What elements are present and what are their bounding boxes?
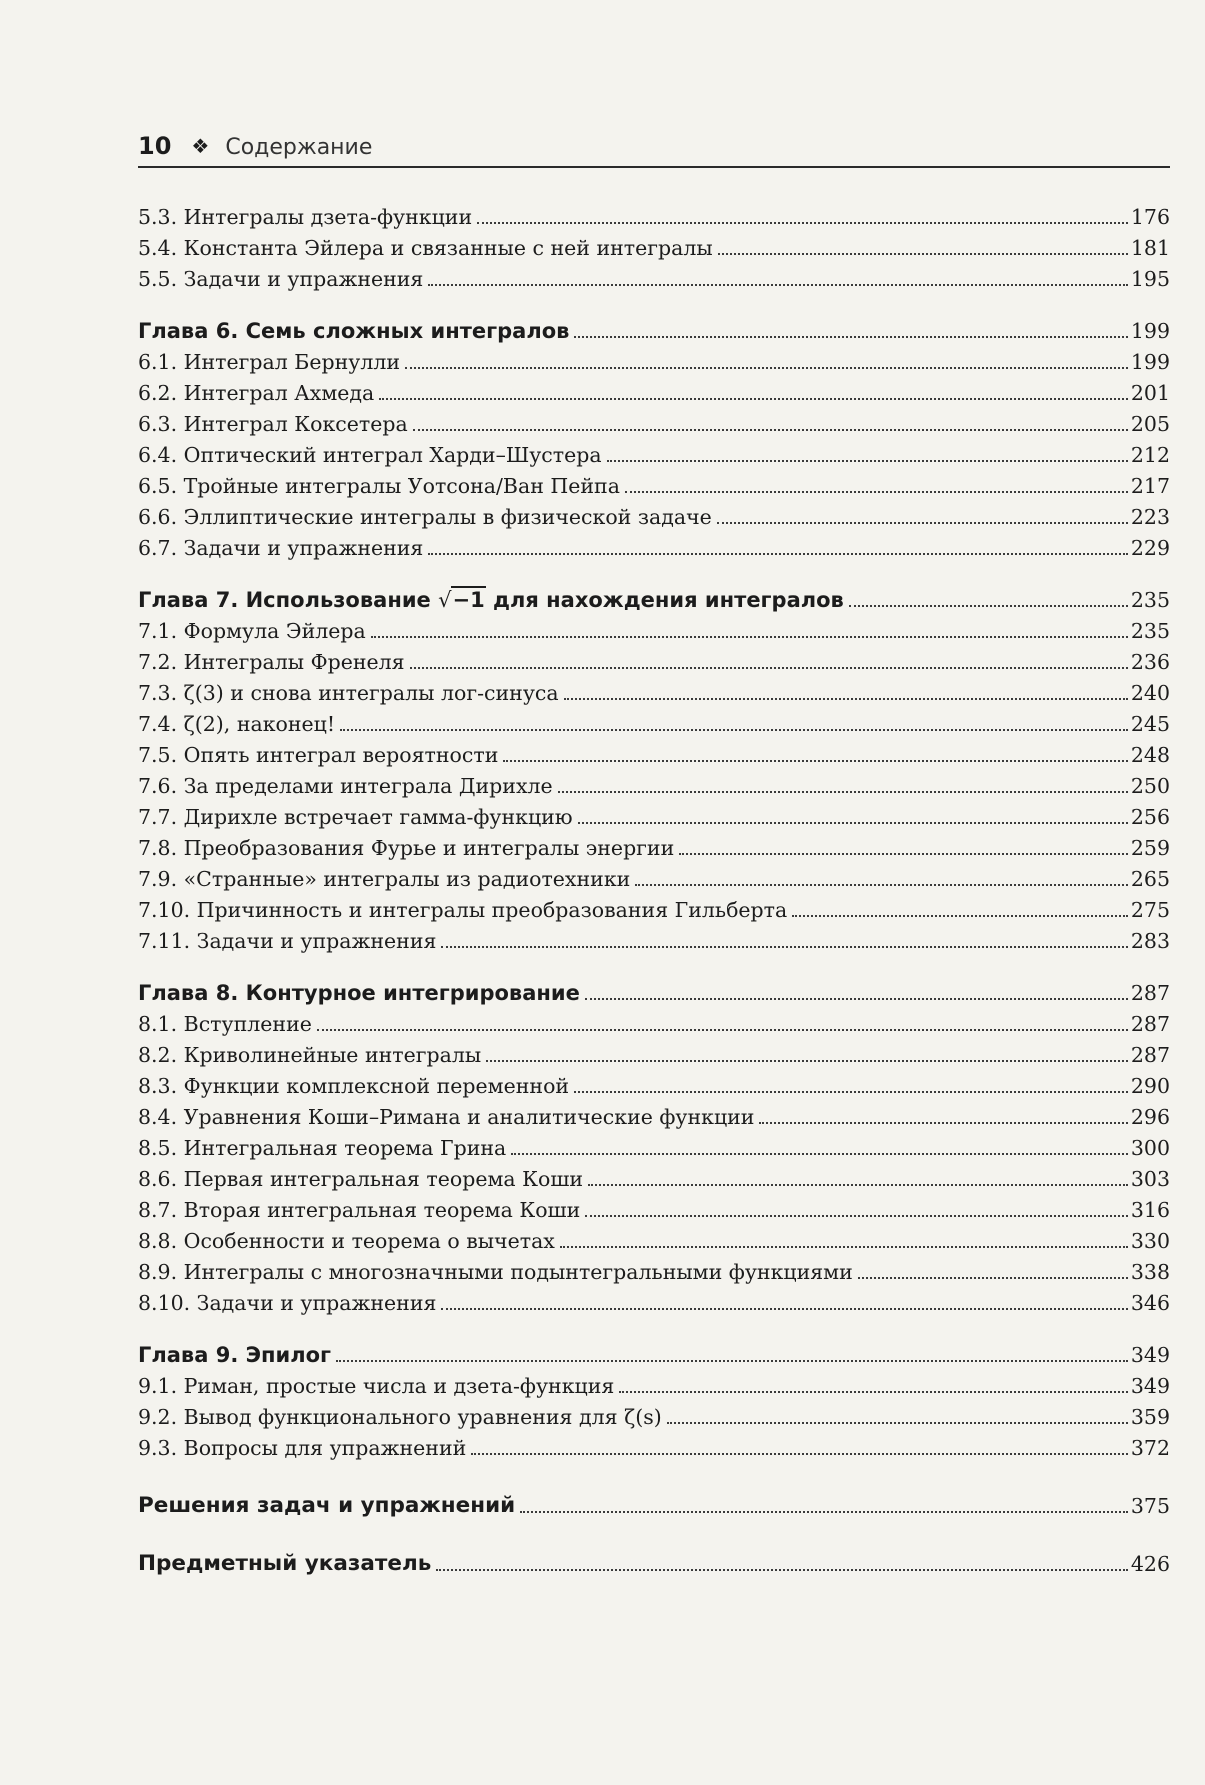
toc-entry	[138, 436, 1170, 467]
toc-page-number: 349	[1130, 1343, 1170, 1367]
toc-entry	[138, 612, 1170, 643]
toc-entry-label	[138, 474, 620, 498]
dot-leader	[471, 1453, 1128, 1455]
toc-entry-label	[138, 712, 335, 736]
toc-page-number: 223	[1130, 505, 1170, 529]
toc-entry	[138, 529, 1170, 560]
dot-leader	[340, 729, 1128, 731]
toc-entry	[138, 1398, 1170, 1429]
toc-chapter	[138, 309, 1170, 343]
toc-entry-label	[138, 1405, 662, 1429]
toc-label-text: 7.9. «Странные» интегралы из радиотехники	[138, 867, 631, 891]
toc-entry	[138, 1005, 1170, 1036]
toc-page-number: 256	[1130, 805, 1170, 829]
toc-entry	[138, 1160, 1170, 1191]
toc-label-text: 8.1. Вступление	[138, 1012, 312, 1036]
toc-page-number: 176	[1130, 205, 1170, 229]
toc-entry	[138, 1367, 1170, 1398]
toc-label-text: 7.3. ζ(3) и снова интегралы лог-синуса	[138, 681, 559, 705]
toc-page-number: 265	[1130, 867, 1170, 891]
toc-label-text: 7.7. Дирихле встречает гамма-функцию	[138, 805, 573, 829]
toc-label-text: Глава 7. Использование	[138, 588, 439, 612]
toc-entry-label	[138, 650, 405, 674]
toc-entry-label	[138, 381, 374, 405]
toc-page-number: 275	[1130, 898, 1170, 922]
toc-entry	[138, 1129, 1170, 1160]
dot-leader	[558, 791, 1128, 793]
toc-entry	[138, 643, 1170, 674]
toc-entry-label	[138, 1167, 583, 1191]
toc-page-number: 287	[1130, 1043, 1170, 1067]
toc-label-text: 5.5. Задачи и упражнения	[138, 267, 424, 291]
toc-label-text: Глава 9. Эпилог	[138, 1343, 332, 1367]
toc-entry-label	[138, 443, 602, 467]
page-number: 10	[138, 132, 172, 160]
toc-page-number: 359	[1130, 1405, 1170, 1429]
toc-label-text: 8.2. Криволинейные интегралы	[138, 1043, 482, 1067]
toc-label-text: 6.3. Интеграл Коксетера	[138, 412, 408, 436]
dot-leader	[441, 946, 1127, 948]
toc-label-text: 8.9. Интегралы с многозначными подынтегральными функциями	[138, 1260, 853, 1284]
toc-entry-label	[138, 267, 423, 291]
toc-page-number: 349	[1130, 1374, 1170, 1398]
toc-entry	[138, 1222, 1170, 1253]
toc-label-text: 5.4. Константа Эйлера и связанные с ней интегралы	[138, 236, 713, 260]
toc-entry	[138, 1036, 1170, 1067]
dot-leader	[511, 1153, 1128, 1155]
toc-entry	[138, 498, 1170, 529]
dot-leader	[718, 253, 1128, 255]
toc-entry-label	[138, 1043, 481, 1067]
toc-chapter	[138, 578, 1170, 612]
toc-entry-label	[138, 1012, 312, 1036]
dot-leader	[679, 853, 1128, 855]
toc-entry-label	[138, 1291, 436, 1315]
toc-entry	[138, 198, 1170, 229]
toc-label-text: 8.8. Особенности и теорема о вычетах	[138, 1229, 555, 1253]
toc-label-text: 7.1. Формула Эйлера	[138, 619, 366, 643]
toc-entry	[138, 736, 1170, 767]
toc-label-text: Решения задач и упражнений	[138, 1493, 516, 1518]
toc-label-text: 9.1. Риман, простые числа и дзета-функция	[138, 1374, 615, 1398]
toc-page-number: 287	[1130, 1012, 1170, 1036]
dot-leader	[574, 1091, 1128, 1093]
dot-leader	[371, 636, 1128, 638]
dot-leader	[578, 822, 1128, 824]
dot-leader	[619, 1391, 1128, 1393]
toc-page-number: 330	[1130, 1229, 1170, 1253]
toc-label-text: 6.2. Интеграл Ахмеда	[138, 381, 375, 405]
toc-label-text: Предметный указатель	[138, 1551, 432, 1576]
ornament-icon: ❖	[191, 134, 210, 158]
toc-page-number: 372	[1130, 1436, 1170, 1460]
dot-leader	[441, 1308, 1127, 1310]
toc-page-number: 212	[1130, 443, 1170, 467]
toc-page-number: 199	[1130, 350, 1170, 374]
dot-leader	[588, 1184, 1128, 1186]
toc-page-number: 235	[1130, 588, 1170, 612]
toc-entry-label	[138, 1494, 515, 1518]
dot-leader	[486, 1060, 1128, 1062]
toc-label-text: 6.1. Интеграл Бернулли	[138, 350, 401, 374]
toc-entry-label	[138, 350, 400, 374]
dot-leader	[410, 667, 1128, 669]
dot-leader	[428, 553, 1127, 555]
toc-entry	[138, 798, 1170, 829]
toc-page-number: 283	[1130, 929, 1170, 953]
toc-entry	[138, 705, 1170, 736]
dot-leader	[574, 336, 1127, 338]
toc-entry-label	[138, 929, 436, 953]
toc-entry	[138, 405, 1170, 436]
toc-entry-label	[138, 836, 674, 860]
toc-label-text: 8.10. Задачи и упражнения	[138, 1291, 437, 1315]
running-title: Содержание	[225, 135, 373, 160]
toc-entry-label	[138, 1136, 506, 1160]
sqrt-radicand: −1	[452, 588, 485, 612]
toc-label-text: Глава 8. Контурное интегрирование	[138, 981, 580, 1005]
dot-leader	[520, 1511, 1128, 1513]
toc-label-text: 5.3. Интегралы дзета-функции	[138, 205, 473, 229]
dot-leader	[717, 522, 1128, 524]
toc-label-text: 6.6. Эллиптические интегралы в физической задаче	[138, 505, 712, 529]
toc-entry-label	[138, 619, 366, 643]
toc-entry-label	[138, 536, 423, 560]
toc-entry	[138, 1098, 1170, 1129]
dot-leader	[564, 698, 1128, 700]
dot-leader	[759, 1122, 1127, 1124]
toc-entry	[138, 1429, 1170, 1460]
toc-page-number: 296	[1130, 1105, 1170, 1129]
toc-major-entry	[138, 1540, 1170, 1576]
dot-leader	[477, 222, 1128, 224]
toc-entry	[138, 260, 1170, 291]
toc-entry	[138, 467, 1170, 498]
toc-entry-label	[138, 1343, 331, 1367]
toc-entry	[138, 1253, 1170, 1284]
toc-label-text: 9.3. Вопросы для упражнений	[138, 1436, 467, 1460]
toc-entry-label	[138, 867, 630, 891]
toc-label-text: 7.11. Задачи и упражнения	[138, 929, 437, 953]
dot-leader	[792, 915, 1128, 917]
toc-label-text: 6.5. Тройные интегралы Уотсона/Ван Пейпа	[138, 474, 620, 498]
dot-leader	[585, 998, 1128, 1000]
toc-page-number: 346	[1130, 1291, 1170, 1315]
toc-entry-label	[138, 1198, 580, 1222]
sqrt-symbol: √−1	[438, 588, 485, 612]
toc-entry-label	[138, 319, 569, 343]
toc-entry-label	[138, 805, 573, 829]
toc-page-number: 236	[1130, 650, 1170, 674]
toc-label-text: 6.7. Задачи и упражнения	[138, 536, 424, 560]
toc-entry-label	[138, 1374, 614, 1398]
toc-entry	[138, 860, 1170, 891]
toc-entry-label	[138, 898, 787, 922]
toc-page-number: 201	[1130, 381, 1170, 405]
dot-leader	[436, 1569, 1128, 1571]
toc-entry-label	[138, 1229, 555, 1253]
toc-page-number: 235	[1130, 619, 1170, 643]
toc-page-number: 300	[1130, 1136, 1170, 1160]
dot-leader	[635, 884, 1128, 886]
toc-entry-label	[138, 1074, 569, 1098]
dot-leader	[336, 1360, 1128, 1362]
toc-label-text: 8.6. Первая интегральная теорема Коши	[138, 1167, 584, 1191]
toc-label-text: 8.7. Вторая интегральная теорема Коши	[138, 1198, 581, 1222]
toc-entry	[138, 922, 1170, 953]
dot-leader	[585, 1215, 1128, 1217]
toc-entry-label	[138, 1552, 431, 1576]
toc-page-number: 338	[1130, 1260, 1170, 1284]
toc-chapter	[138, 1333, 1170, 1367]
toc-label-text: 9.2. Вывод функционального уравнения для ζ(s)	[138, 1405, 662, 1429]
dot-leader	[625, 491, 1128, 493]
toc-page-number: 316	[1130, 1198, 1170, 1222]
toc-entry	[138, 674, 1170, 705]
toc-page-number: 195	[1130, 267, 1170, 291]
toc-page-number: 426	[1130, 1552, 1170, 1576]
toc-entry-label	[138, 743, 498, 767]
toc-page-number: 229	[1130, 536, 1170, 560]
toc-entry-label	[138, 236, 713, 260]
toc-page-number: 245	[1130, 712, 1170, 736]
toc-entry	[138, 1191, 1170, 1222]
dot-leader	[503, 760, 1127, 762]
toc-label-text: 8.3. Функции комплексной переменной	[138, 1074, 570, 1098]
toc-label-text: 6.4. Оптический интеграл Харди–Шустера	[138, 443, 602, 467]
toc-entry	[138, 829, 1170, 860]
toc-entry	[138, 374, 1170, 405]
toc-entry-label	[138, 1436, 466, 1460]
dot-leader	[428, 284, 1127, 286]
toc-label-text: 8.4. Уравнения Коши–Римана и аналитические функции	[138, 1105, 755, 1129]
dot-leader	[858, 1277, 1128, 1279]
dot-leader	[413, 429, 1128, 431]
toc-page-number: 287	[1130, 981, 1170, 1005]
toc-entry-label	[138, 681, 559, 705]
toc-page-number: 375	[1130, 1494, 1170, 1518]
toc-page-number: 181	[1130, 236, 1170, 260]
toc-label-text: 7.4. ζ(2), наконец!	[138, 712, 336, 736]
toc-entry	[138, 767, 1170, 798]
toc-entry-label	[138, 505, 712, 529]
dot-leader	[317, 1029, 1128, 1031]
dot-leader	[607, 460, 1128, 462]
toc-entry-label	[138, 205, 472, 229]
toc-label-text: 7.5. Опять интеграл вероятности	[138, 743, 499, 767]
toc-chapter	[138, 971, 1170, 1005]
toc-page-number: 199	[1130, 319, 1170, 343]
toc-page-number: 259	[1130, 836, 1170, 860]
toc-page-number: 205	[1130, 412, 1170, 436]
toc-entry-label	[138, 1260, 853, 1284]
table-of-contents	[138, 198, 1170, 1576]
toc-entry	[138, 1067, 1170, 1098]
dot-leader	[405, 367, 1128, 369]
toc-page-number: 303	[1130, 1167, 1170, 1191]
toc-entry	[138, 1284, 1170, 1315]
toc-page-number: 248	[1130, 743, 1170, 767]
toc-entry	[138, 343, 1170, 374]
toc-entry-label	[138, 588, 844, 612]
dot-leader	[849, 605, 1128, 607]
dot-leader	[667, 1422, 1128, 1424]
toc-label-text: 7.6. За пределами интеграла Дирихле	[138, 774, 553, 798]
toc-entry	[138, 229, 1170, 260]
toc-label-text: 8.5. Интегральная теорема Грина	[138, 1136, 507, 1160]
toc-entry	[138, 891, 1170, 922]
toc-page-number: 240	[1130, 681, 1170, 705]
toc-entry-label	[138, 981, 580, 1005]
toc-entry-label	[138, 1105, 754, 1129]
toc-label-text: для нахождения интегралов	[485, 588, 844, 612]
toc-major-entry	[138, 1482, 1170, 1518]
toc-entry-label	[138, 774, 553, 798]
dot-leader	[560, 1246, 1128, 1248]
running-header	[138, 128, 1170, 168]
toc-label-text: 7.10. Причинность и интегралы преобразования Гильберта	[138, 898, 788, 922]
dot-leader	[379, 398, 1128, 400]
toc-label-text: Глава 6. Семь сложных интегралов	[138, 319, 570, 343]
toc-page-number: 217	[1130, 474, 1170, 498]
toc-entry-label	[138, 412, 408, 436]
toc-label-text: 7.2. Интегралы Френеля	[138, 650, 405, 674]
toc-label-text: 7.8. Преобразования Фурье и интегралы энергии	[138, 836, 675, 860]
toc-page-number: 290	[1130, 1074, 1170, 1098]
toc-page-number: 250	[1130, 774, 1170, 798]
